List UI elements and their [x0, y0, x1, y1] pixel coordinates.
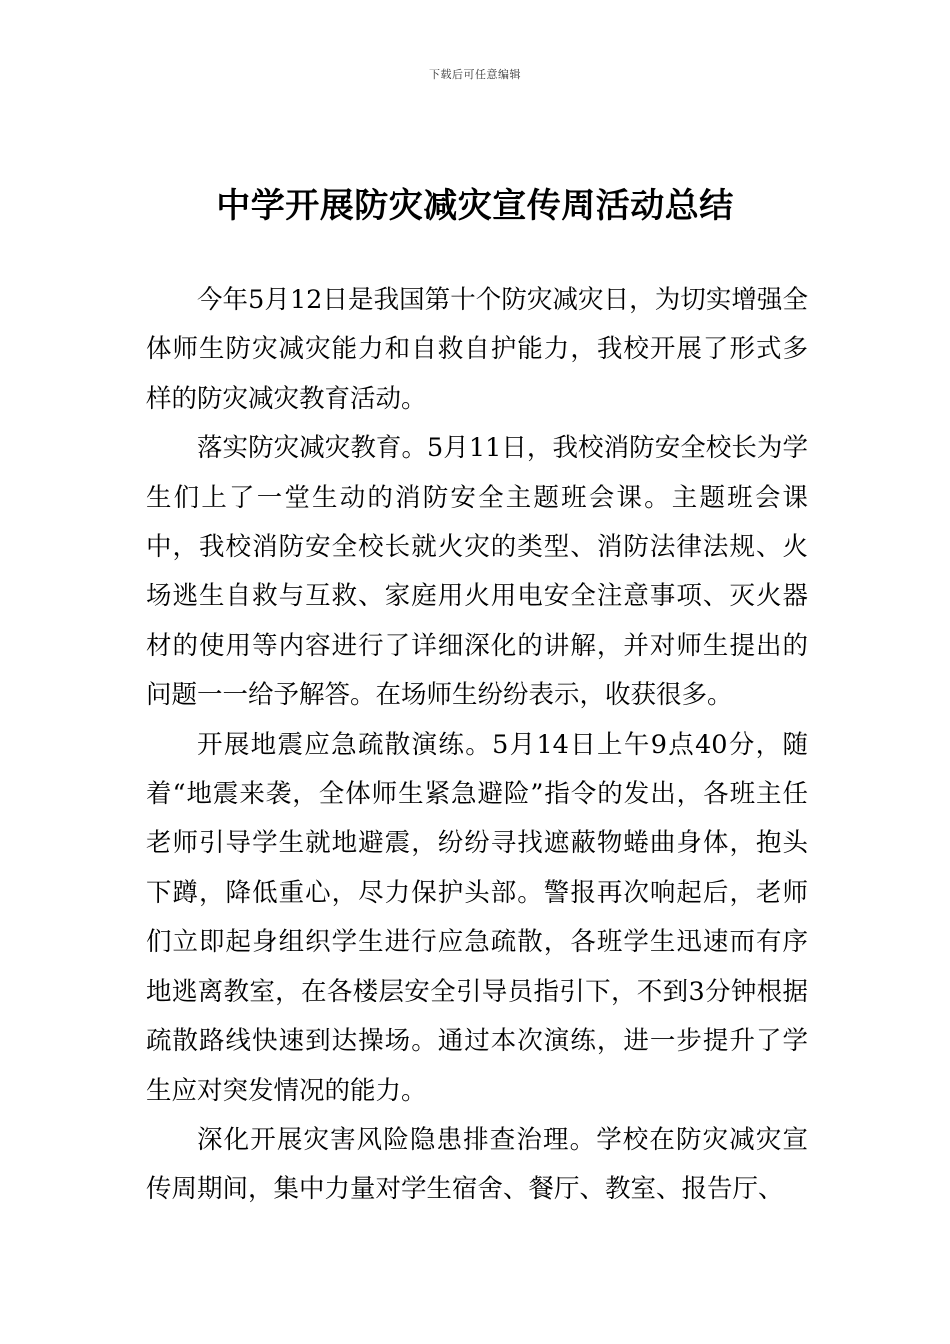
paragraph-education: 落实防灾减灾教育。5月11日，我校消防安全校长为学生们上了一堂生动的消防安全主题班会课。主题班会课中，我校消防安全校长就火灾的类型、消防法律法规、火场逃生自救与互救、家庭用火用电安全注意事项、灭火器材的使用等内容进行了详细深化的讲解，并对师生提出的问题一一给予解答。在场师生纷纷表示，收获很多。 [146, 433, 808, 711]
paragraph-intro: 今年5月12日是我国第十个防灾减灾日，为切实增强全体师生防灾减灾能力和自救自护能力，我校开展了形式多样的防灾减灾教育活动。 [146, 285, 808, 414]
header-note: 下载后可任意编辑 [429, 68, 521, 81]
paragraph-hazard-inspection: 深化开展灾害风险隐患排查治理。学校在防灾减灾宣传周期间，集中力量对学生宿舍、餐厅、教室、报告厅、 [146, 1124, 808, 1205]
document-body [146, 276, 808, 1215]
paragraph-earthquake-drill: 开展地震应急疏散演练。5月14日上午9点40分，随着“地震来袭，全体师生紧急避险”指令的发出，各班主任老师引导学生就地避震，纷纷寻找遮蔽物蜷曲身体，抱头下蹲，降低重心，尽力保护头部。警报再次响起后，老师们立即起身组织学生进行应急疏散，各班学生迅速而有序地逃离教室，在各楼层安全引导员指引下，不到3分钟根据疏散路线快速到达操场。通过本次演练，进一步提升了学生应对突发情况的能力。 [146, 729, 808, 1106]
document-title: 中学开展防灾减灾宣传周活动总结 [216, 186, 734, 226]
